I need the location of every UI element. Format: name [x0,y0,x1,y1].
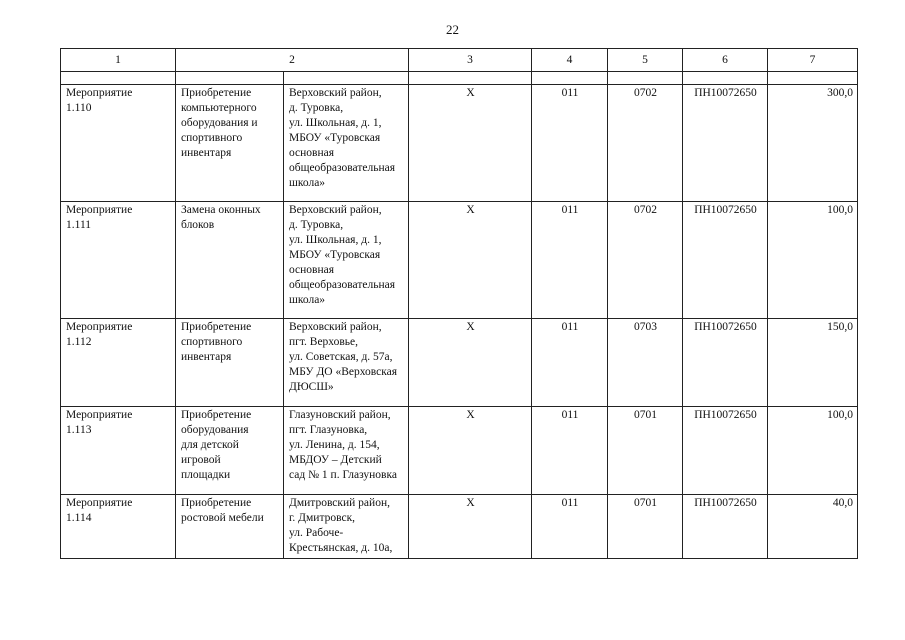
name-cell: Приобретение оборудования для детской игровой площадки [176,407,284,495]
spacer-cell [532,72,608,85]
spacer-cell [409,72,532,85]
amount-cell: 100,0 [768,407,858,495]
code-x-cell: Х [409,319,532,407]
table-row [61,319,858,407]
code-x-cell: Х [409,407,532,495]
address-cell: Верховский район, д. Туровка, ул. Школьная, д. 1, МБОУ «Туровская основная общеобразовательная школа» [284,85,409,202]
section-code-cell: 0702 [608,85,683,202]
spacer-cell [284,72,409,85]
spacer-cell [768,72,858,85]
event-cell: Мероприятие 1.111 [61,202,176,319]
address-cell: Верховский район, д. Туровка, ул. Школьная, д. 1, МБОУ «Туровская основная общеобразовательная школа» [284,202,409,319]
name-cell: Замена оконных блоков [176,202,284,319]
section-code-cell: 0703 [608,319,683,407]
ministry-code-cell: 011 [532,202,608,319]
section-code-cell: 0701 [608,407,683,495]
spacer-cell [176,72,284,85]
amount-cell: 300,0 [768,85,858,202]
amount-cell: 100,0 [768,202,858,319]
spacer-cell [683,72,768,85]
spacer-row [61,72,858,85]
table-row [61,202,858,319]
table-row [61,407,858,495]
ministry-code-cell: 011 [532,85,608,202]
table-row [61,495,858,559]
column-header: 2 [176,49,409,72]
column-header: 4 [532,49,608,72]
code-x-cell: Х [409,85,532,202]
event-cell: Мероприятие 1.112 [61,319,176,407]
amount-cell: 150,0 [768,319,858,407]
spacer-cell [608,72,683,85]
column-header: 3 [409,49,532,72]
ministry-code-cell: 011 [532,495,608,559]
ministry-code-cell: 011 [532,319,608,407]
target-article-cell: ПН10072650 [683,202,768,319]
section-code-cell: 0702 [608,202,683,319]
event-cell: Мероприятие 1.110 [61,85,176,202]
name-cell: Приобретение ростовой мебели [176,495,284,559]
target-article-cell: ПН10072650 [683,407,768,495]
code-x-cell: Х [409,495,532,559]
spacer-cell [61,72,176,85]
name-cell: Приобретение спортивного инвентаря [176,319,284,407]
column-header: 7 [768,49,858,72]
column-header: 6 [683,49,768,72]
table-header-row [61,49,858,72]
event-cell: Мероприятие 1.114 [61,495,176,559]
page-number: 22 [446,22,459,37]
amount-cell: 40,0 [768,495,858,559]
target-article-cell: ПН10072650 [683,85,768,202]
column-header: 1 [61,49,176,72]
address-cell: Верховский район, пгт. Верховье, ул. Советская, д. 57а, МБУ ДО «Верховская ДЮСШ» [284,319,409,407]
target-article-cell: ПН10072650 [683,319,768,407]
table-row [61,85,858,202]
budget-table [60,48,858,559]
target-article-cell: ПН10072650 [683,495,768,559]
name-cell: Приобретение компьютерного оборудования и спортивного инвентаря [176,85,284,202]
event-cell: Мероприятие 1.113 [61,407,176,495]
column-header: 5 [608,49,683,72]
address-cell: Глазуновский район, пгт. Глазуновка, ул. Ленина, д. 154, МБДОУ – Детский сад № 1 п. Глазуновка [284,407,409,495]
ministry-code-cell: 011 [532,407,608,495]
section-code-cell: 0701 [608,495,683,559]
code-x-cell: Х [409,202,532,319]
address-cell: Дмитровский район, г. Дмитровск, ул. Рабоче- Крестьянская, д. 10а, [284,495,409,559]
